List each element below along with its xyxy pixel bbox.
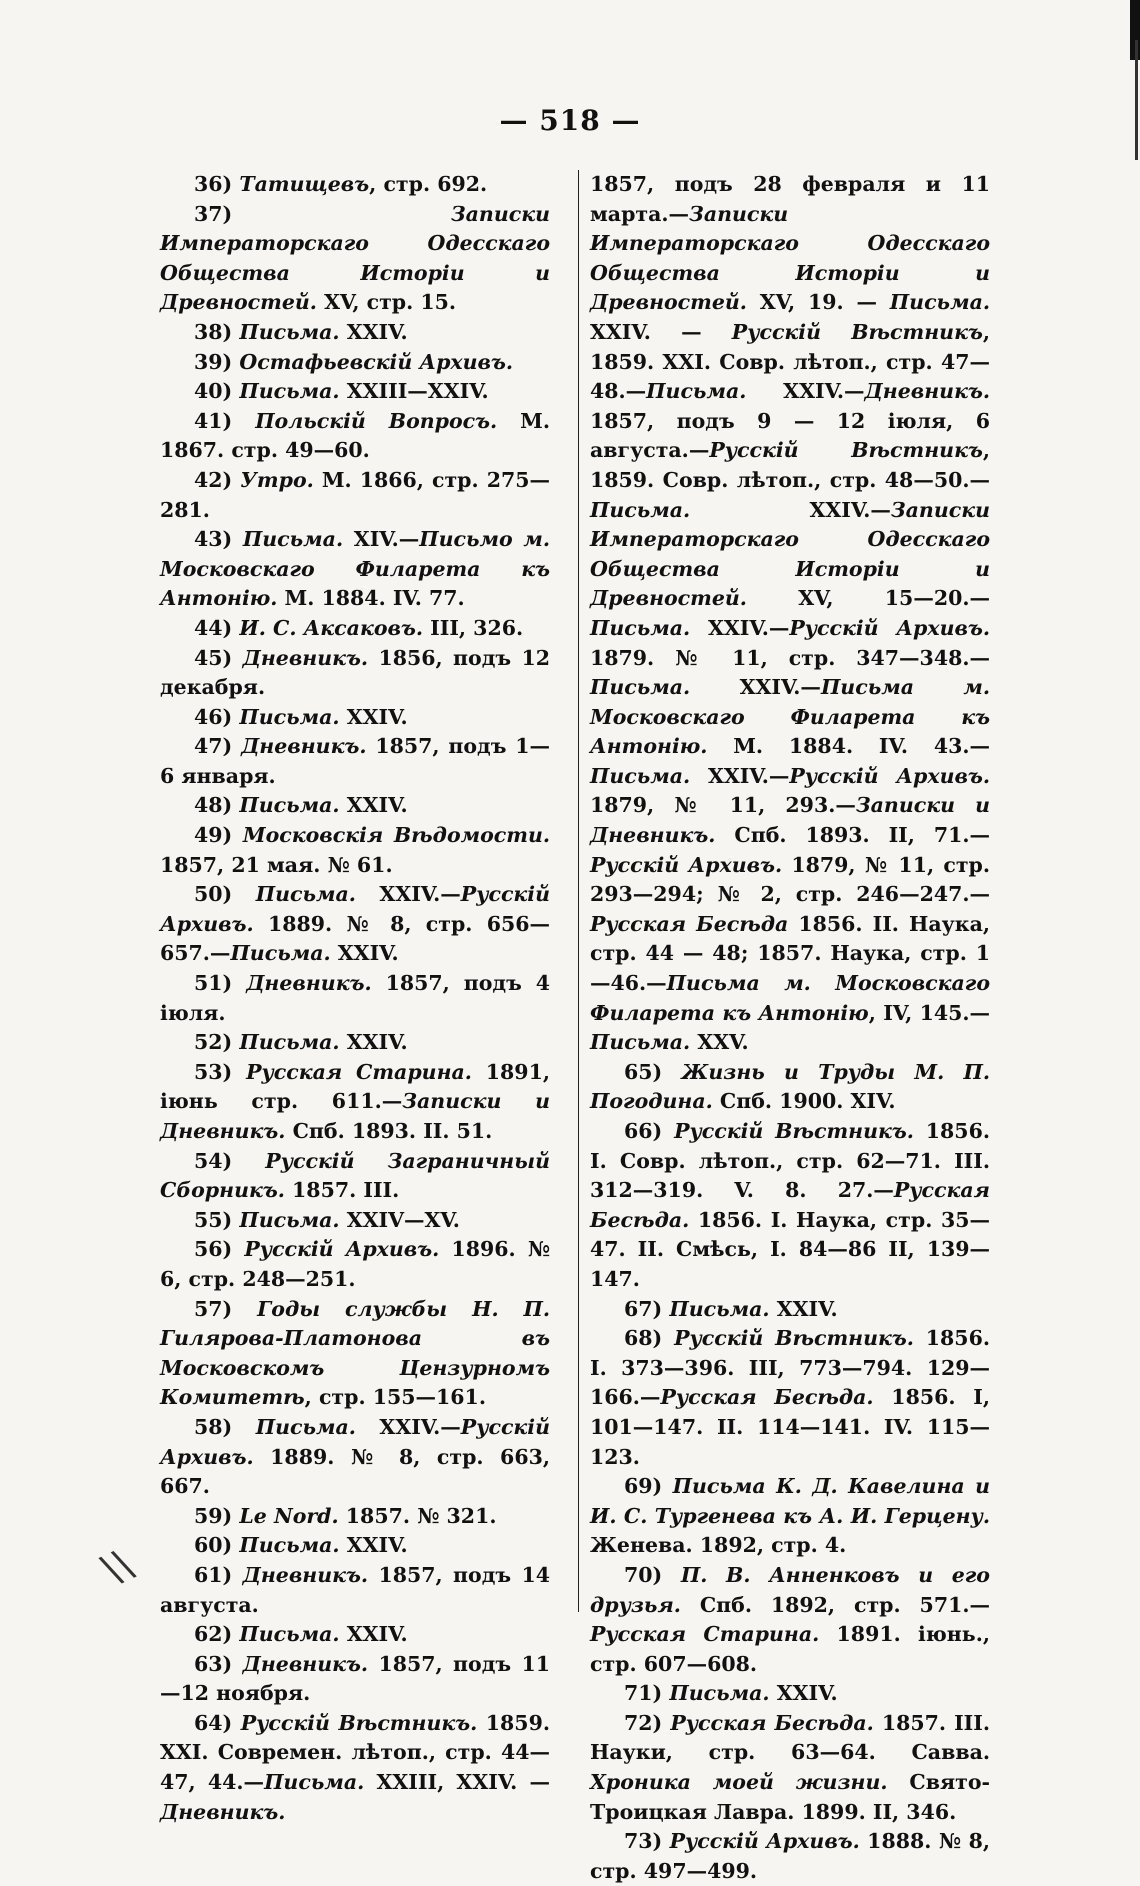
footnote-36: 36) Татищевъ, стр. 692. bbox=[194, 172, 488, 196]
footnote-70: 70) П. В. Анненковъ и его друзья. Спб. 1892, стр. 571.—Русская Старина. 1891. іюнь., стр. 607—608. bbox=[590, 1562, 990, 1676]
footnote-67: 67) Письма. XXIV. bbox=[624, 1296, 838, 1321]
footnote-64: 64) Русскій Вѣстникъ. 1859. XXI. Современ. лѣтоп., стр. 44—47, 44.—Письма. XXIII, XXIV. — Дневникъ. bbox=[160, 1710, 550, 1824]
footnote-73: 73) Русскій Архивъ. 1888. № 8, стр. 497—499. bbox=[590, 1829, 990, 1883]
footnote-45: 45) Дневникъ. 1856, подъ 12 декабря. bbox=[160, 645, 550, 700]
footnote-44: 44) И. С. Аксаковъ. III, 326. bbox=[194, 615, 524, 640]
footnote-47: 47) Дневникъ. 1857, подъ 1—6 января. bbox=[160, 734, 551, 788]
footnote-54: 54) Русскій Заграничный Сборникъ. 1857. III. bbox=[160, 1148, 550, 1203]
footnote-53: 53) Русская Старина. 1891, іюнь стр. 611.—Записки и Дневникъ. Спб. 1893. II. 51. bbox=[160, 1059, 550, 1143]
footnote-59: 59) Le Nord. 1857. № 321. bbox=[194, 1503, 497, 1528]
notes-column-left bbox=[160, 170, 550, 1827]
page-number: — 518 — bbox=[499, 104, 641, 137]
footnote-39: 39) Остафьевскій Архивъ. bbox=[194, 349, 514, 374]
footnote-71: 71) Письма. XXIV. bbox=[624, 1681, 838, 1706]
footnote-48: 48) Письма. XXIV. bbox=[194, 793, 408, 818]
column-divider bbox=[578, 170, 579, 1612]
footnote-65: 65) Жизнь и Труды М. П. Погодина. Спб. 1900. XIV. bbox=[590, 1059, 990, 1114]
footnote-52: 52) Письма. XXIV. bbox=[194, 1030, 408, 1055]
footnote-61: 61) Дневникъ. 1857, подъ 14 августа. bbox=[160, 1562, 550, 1617]
footnote-57: 57) Годы службы Н. П. Гилярова-Платонова въ Московскомъ Цензурномъ Комитетѣ, стр. 155—161. bbox=[160, 1296, 550, 1410]
footnote-72: 72) Русская Бесѣда. 1857. III. Науки, стр. 63—64. Савва. Хроника моей жизни. Свято-Троицкая Лавра. 1899. II, 346. bbox=[590, 1710, 990, 1824]
footnote-64-cont: 1857, подъ 28 февраля и 11 марта.—Записки Императорскаго Одесскаго Общества Исторіи и Древностей. XV, 19. — Письма. XXIV. — Русскій Вѣстникъ, 1859. XXI. Совр. лѣтоп., стр. 47—48.—Письма. XXIV.—Дневникъ. 1857, подъ 9 — 12 іюля, 6 августа.—Русскій Вѣстникъ, 1859. Совр. лѣтоп., стр. 48—50.—Письма. XXIV.—Записки Императорскаго Одесскаго Общества Исторіи и Древностей. XV, 15—20.—Письма. XXIV.—Русскій Архивъ. 1879. № 11, стр. 347—348.—Письма. XXIV.—Письма м. Московскаго Филарета къ Антонію. М. 1884. IV. 43.—Письма. XXIV.—Русскій Архивъ. 1879, № 11, 293.—Записки и Дневникъ. Спб. 1893. II, 71.—Русскій Архивъ. 1879, № 11, стр. 293—294; № 2, стр. 246—247.—Русская Бесѣда 1856. II. Наука, стр. 44 — 48; 1857. Наука, стр. 1—46.—Письма м. Московскаго Филарета къ Антонію, IV, 145.—Письма. XXV. bbox=[590, 172, 991, 1055]
footnote-46: 46) Письма. XXIV. bbox=[194, 704, 408, 729]
margin-pencil-mark: \\ bbox=[95, 1540, 140, 1594]
footnote-40: 40) Письма. XXIII—XXIV. bbox=[194, 379, 489, 404]
footnote-41: 41) Польскій Вопросъ. М. 1867. стр. 49—60. bbox=[160, 408, 550, 463]
footnote-68: 68) Русскій Вѣстникъ. 1856. I. 373—396. III, 773—794. 129—166.—Русская Бесѣда. 1856. I, 101—147. II. 114—141. IV. 115—123. bbox=[590, 1326, 990, 1469]
footnote-55: 55) Письма. XXIV—XV. bbox=[194, 1207, 460, 1232]
footnote-38: 38) Письма. XXIV. bbox=[194, 319, 408, 344]
notes-column-right bbox=[590, 170, 990, 1886]
footnote-56: 56) Русскій Архивъ. 1896. № 6, стр. 248—251. bbox=[160, 1237, 551, 1291]
footnote-63: 63) Дневникъ. 1857, подъ 11—12 ноября. bbox=[160, 1651, 550, 1706]
footnote-66: 66) Русскій Вѣстникъ. 1856. I. Совр. лѣтоп., стр. 62—71. III. 312—319. V. 8. 27.—Русская Бесѣда. 1856. I. Наука, стр. 35—47. II. Смѣсь, I. 84—86 II, 139—147. bbox=[590, 1119, 990, 1291]
footnote-42: 42) Утро. М. 1866, стр. 275—281. bbox=[160, 467, 550, 522]
footnote-60: 60) Письма. XXIV. bbox=[194, 1533, 408, 1558]
footnote-43: 43) Письма. XIV.—Письмо м. Московскаго Филарета къ Антонію. М. 1884. IV. 77. bbox=[160, 527, 550, 611]
footnote-51: 51) Дневникъ. 1857, подъ 4 іюля. bbox=[160, 971, 551, 1025]
footnote-37: 37) Записки Императорскаго Одесскаго Общества Исторіи и Древностей. XV, стр. 15. bbox=[160, 201, 550, 315]
scan-edge-line bbox=[1135, 40, 1138, 160]
footnote-69: 69) Письма К. Д. Кавелина и И. С. Тургенева къ А. И. Герцену. Женева. 1892, стр. 4. bbox=[590, 1474, 990, 1558]
footnote-50: 50) Письма. XXIV.—Русскій Архивъ. 1889. № 8, стр. 656—657.—Письма. XXIV. bbox=[160, 882, 550, 966]
footnote-49: 49) Московскія Вѣдомости. 1857, 21 мая. № 61. bbox=[160, 823, 550, 877]
footnote-58: 58) Письма. XXIV.—Русскій Архивъ. 1889. № 8, стр. 663, 667. bbox=[160, 1414, 550, 1499]
footnote-62: 62) Письма. XXIV. bbox=[194, 1622, 408, 1647]
